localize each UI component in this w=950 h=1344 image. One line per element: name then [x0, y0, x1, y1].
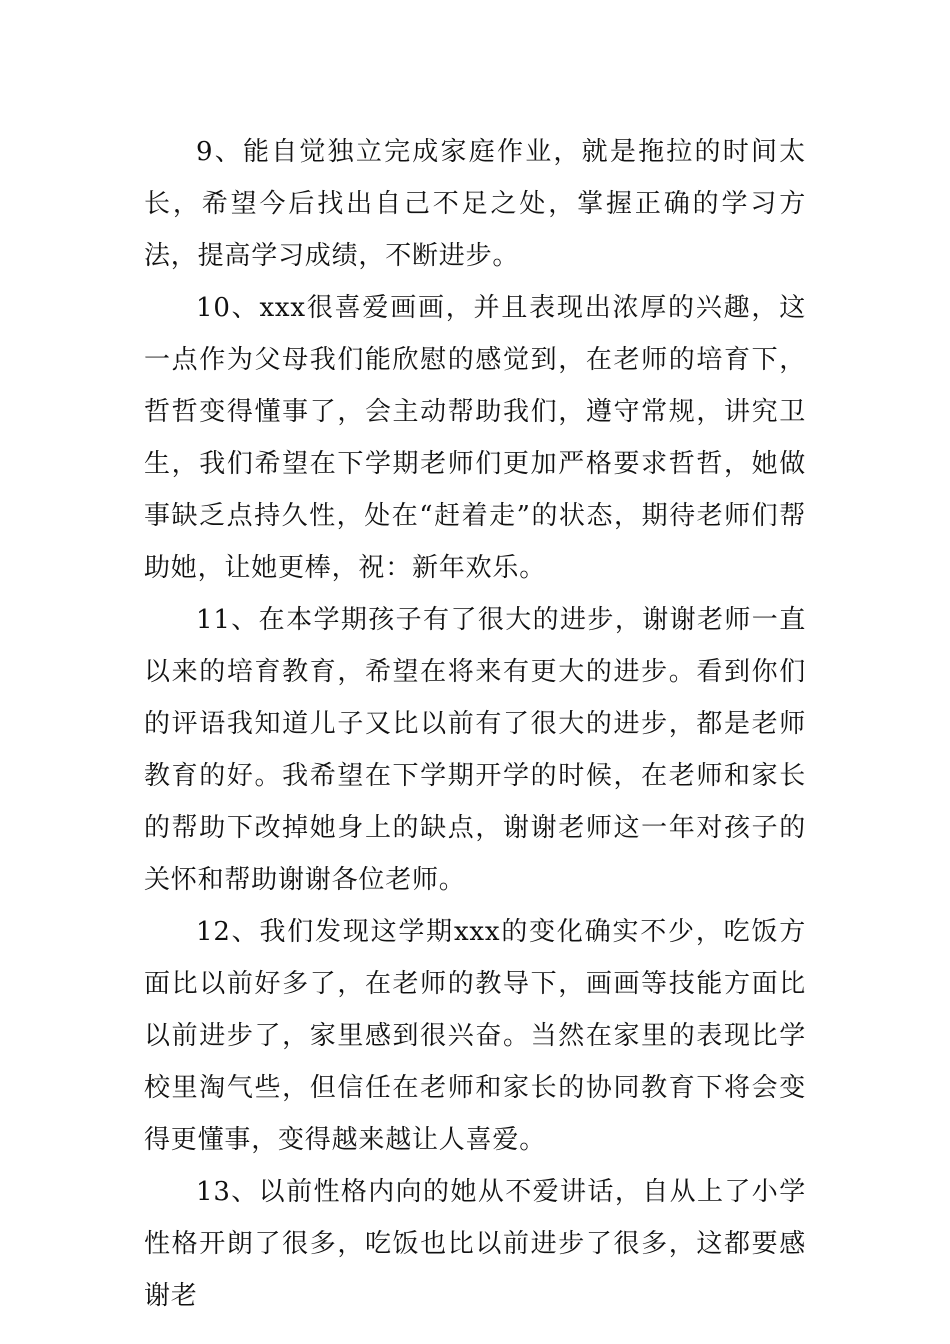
document-body: [144, 126, 806, 1311]
paragraph-13: 13、以前性格内向的她从不爱讲话，自从上了小学性格开朗了很多，吃饭也比以前进步了很多，这都要感谢老: [144, 1177, 806, 1311]
paragraph-12: 12、我们发现这学期xxx的变化确实不少，吃饭方面比以前好多了，在老师的教导下，画画等技能方面比以前进步了，家里感到很兴奋。当然在家里的表现比学校里淘气些，但信任在老师和家长的协同教育下将会变得更懂事，变得越来越让人喜爱。: [144, 917, 806, 1155]
paragraph-9: 9、能自觉独立完成家庭作业，就是拖拉的时间太长，希望今后找出自己不足之处，掌握正确的学习方法，提高学习成绩，不断进步。: [144, 137, 806, 271]
paragraph-11: 11、在本学期孩子有了很大的进步，谢谢老师一直以来的培育教育，希望在将来有更大的进步。看到你们的评语我知道儿子又比以前有了很大的进步，都是老师教育的好。我希望在下学期开学的时候，在老师和家长的帮助下改掉她身上的缺点，谢谢老师这一年对孩子的关怀和帮助谢谢各位老师。: [144, 605, 806, 895]
paragraph-10: 10、xxx很喜爱画画，并且表现出浓厚的兴趣，这一点作为父母我们能欣慰的感觉到，在老师的培育下，哲哲变得懂事了，会主动帮助我们，遵守常规，讲究卫生，我们希望在下学期老师们更加严格要求哲哲，她做事缺乏点持久性，处在“赶着走”的状态，期待老师们帮助她，让她更棒，祝：新年欢乐。: [144, 293, 806, 583]
